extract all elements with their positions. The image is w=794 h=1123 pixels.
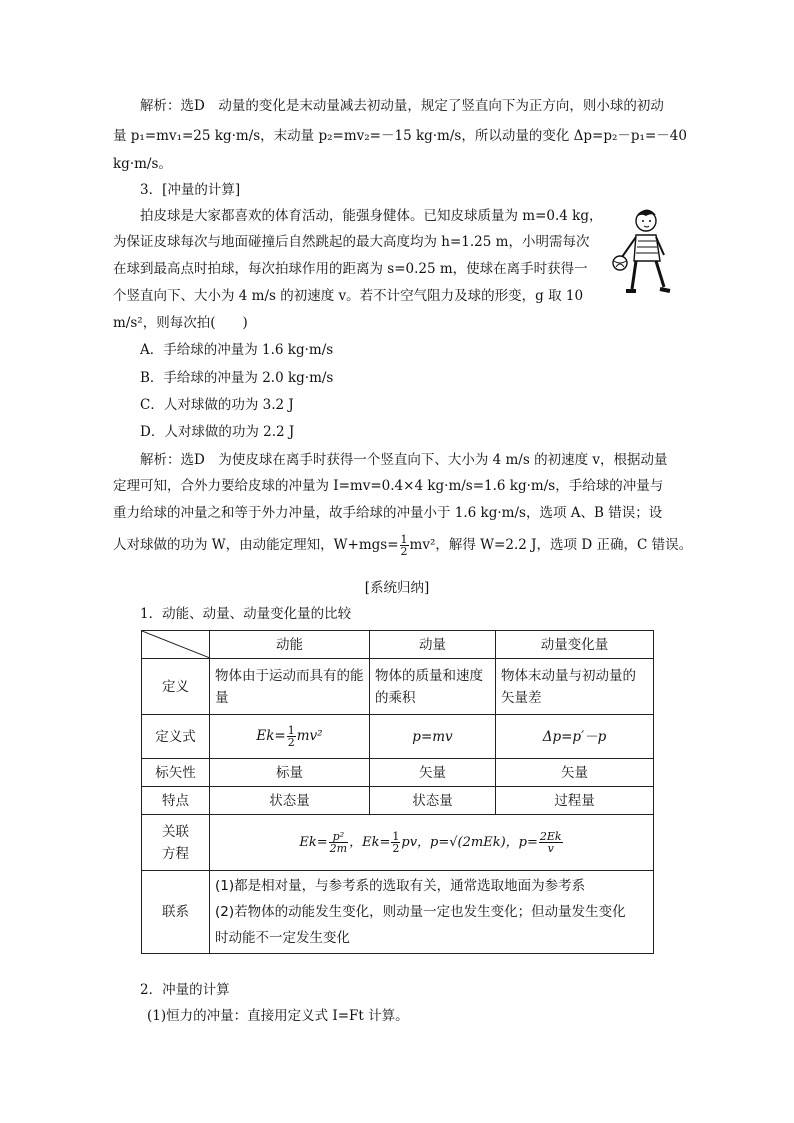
fraction-denominator: v	[547, 842, 554, 855]
diagonal-line	[142, 631, 210, 658]
row-label-definition: 定义	[142, 659, 210, 715]
table-row	[142, 659, 654, 715]
table-header-row	[142, 631, 654, 659]
cell-vec-change: 矢量	[496, 759, 654, 787]
analysis-2-line4	[113, 534, 692, 557]
relation-part-2: ，Ek=	[349, 835, 391, 850]
cell-char-momentum: 状态量	[370, 787, 496, 815]
cell-def-kinetic: 物体由于运动而具有的能量	[210, 659, 370, 715]
summary-title: [系统归纳]	[364, 580, 430, 596]
summary-subtitle-2: 2．冲量的计算	[140, 982, 230, 998]
analysis-2-line1: 解析：选D 为使皮球在离手时获得一个竖直向下、大小为 4 m/s 的初速度 v，根据动量	[140, 452, 668, 468]
cell-def-change: 物体末动量与初动量的矢量差	[496, 659, 654, 715]
header-kinetic-energy: 动能	[210, 631, 370, 659]
link-line-2: (2)若物体的动能发生变化，则动量一定也发生变化；但动量发生变化	[215, 904, 626, 920]
link-line-1: (1)都是相对量，与参考系的选取有关，通常选取地面为参考系	[215, 878, 586, 894]
analysis-1-line3: kg·m/s。	[113, 156, 172, 172]
question-3-line2: 为保证皮球每次与地面碰撞后自然跳起的最大高度均为 h=1.25 m，小明需每次	[113, 234, 590, 250]
analysis-1-line2: 量 p₁=mv₁=25 kg·m/s，末动量 p₂=mv₂=－15 kg·m/s，所以动量的变化 Δp=p₂－p₁=－40	[113, 128, 687, 144]
analysis-2-line4-a: 人对球做的功为 W，由动能定理知，W+mgs=	[113, 537, 399, 553]
fraction-denominator: 2	[392, 842, 400, 855]
table-row	[142, 815, 654, 871]
relation-part-3: pv，p=√(2mEk)，p=	[401, 835, 538, 850]
row-label-link: 联系	[142, 871, 210, 954]
option-b: B．手给球的冲量为 2.0 kg·m/s	[140, 370, 334, 386]
cell-formula-change: Δp=p′－p	[496, 715, 654, 759]
fraction-numerator: 1	[400, 533, 408, 546]
fraction-p2-2m	[329, 831, 348, 854]
header-momentum: 动量	[370, 631, 496, 659]
cell-formula-kinetic	[210, 715, 370, 759]
fraction-denominator: 2	[287, 736, 295, 749]
row-label-vector: 标矢性	[142, 759, 210, 787]
table-row	[142, 871, 654, 954]
cell-relation-equations	[210, 815, 654, 871]
fraction-denominator: 2	[400, 545, 408, 558]
question-3-line5: m/s²，则每次拍( )	[113, 315, 248, 331]
row-label-characteristic: 特点	[142, 787, 210, 815]
fraction-numerator: 1	[287, 724, 295, 737]
fraction-numerator: 2Ek	[539, 830, 562, 843]
diagonal-header-cell	[142, 631, 210, 659]
cell-formula-momentum: p=mv	[370, 715, 496, 759]
question-3-line1: 拍皮球是大家都喜欢的体育活动，能强身健体。已知皮球质量为 m=0.4 kg，	[140, 208, 603, 224]
table-row	[142, 787, 654, 815]
fraction-half	[400, 534, 409, 557]
header-momentum-change: 动量变化量	[496, 631, 654, 659]
fraction-2ek-v	[539, 831, 563, 854]
relation-part-1: Ek=	[299, 835, 328, 850]
analysis-1-line1: 解析：选D 动量的变化是末动量减去初动量，规定了竖直向下为正方向，则小球的初动	[140, 98, 664, 114]
cell-vec-momentum: 矢量	[370, 759, 496, 787]
option-a: A．手给球的冲量为 1.6 kg·m/s	[140, 342, 334, 358]
formula-ek-suffix: mv²	[296, 728, 323, 744]
analysis-2-line2: 定理可知，合外力要给皮球的冲量为 I=mv=0.4×4 kg·m/s=1.6 kg·m/s，手给球的冲量与	[113, 478, 664, 494]
fraction-denominator: 2m	[329, 842, 348, 855]
cell-vec-kinetic: 标量	[210, 759, 370, 787]
cell-char-kinetic: 状态量	[210, 787, 370, 815]
question-3-line4: 个竖直向下、大小为 4 m/s 的初速度 v。若不计空气阻力及球的形变，g 取 10	[113, 288, 584, 304]
table-row	[142, 715, 654, 759]
summary-item-1: (1)恒力的冲量：直接用定义式 I=Ft 计算。	[147, 1008, 409, 1024]
row-label-formula: 定义式	[142, 715, 210, 759]
analysis-2-line3: 重力给球的冲量之和等于外力冲量，故手给球的冲量小于 1.6 kg·m/s，选项 A、B 错误；设	[113, 505, 663, 521]
cell-def-momentum: 物体的质量和速度的乘积	[370, 659, 496, 715]
cell-char-change: 过程量	[496, 787, 654, 815]
boy-bouncing-ball-illustration	[606, 205, 676, 305]
fraction-numerator: p²	[329, 831, 348, 843]
formula-ek-prefix: Ek=	[256, 728, 286, 744]
analysis-2-line4-b: mv²，解得 W=2.2 J，选项 D 正确，C 错误。	[409, 537, 693, 553]
fraction-half	[391, 831, 400, 854]
table-row	[142, 759, 654, 787]
question-3-heading: 3．[冲量的计算]	[140, 182, 241, 198]
fraction-half	[287, 725, 296, 748]
question-3-line3: 在球到最高点时拍球，每次拍球作用的距离为 s=0.25 m，使球在离手时获得一	[113, 261, 588, 277]
summary-subtitle-1: 1．动能、动量、动量变化量的比较	[140, 606, 352, 622]
option-d: D．人对球做的功为 2.2 J	[140, 424, 295, 440]
cell-link	[210, 871, 654, 954]
fraction-numerator: 1	[392, 830, 400, 843]
link-line-3: 时动能不一定发生变化	[215, 930, 350, 946]
option-c: C．人对球做的功为 3.2 J	[140, 397, 294, 413]
row-label-relation: 关联方程	[142, 815, 210, 871]
comparison-table	[141, 630, 654, 954]
